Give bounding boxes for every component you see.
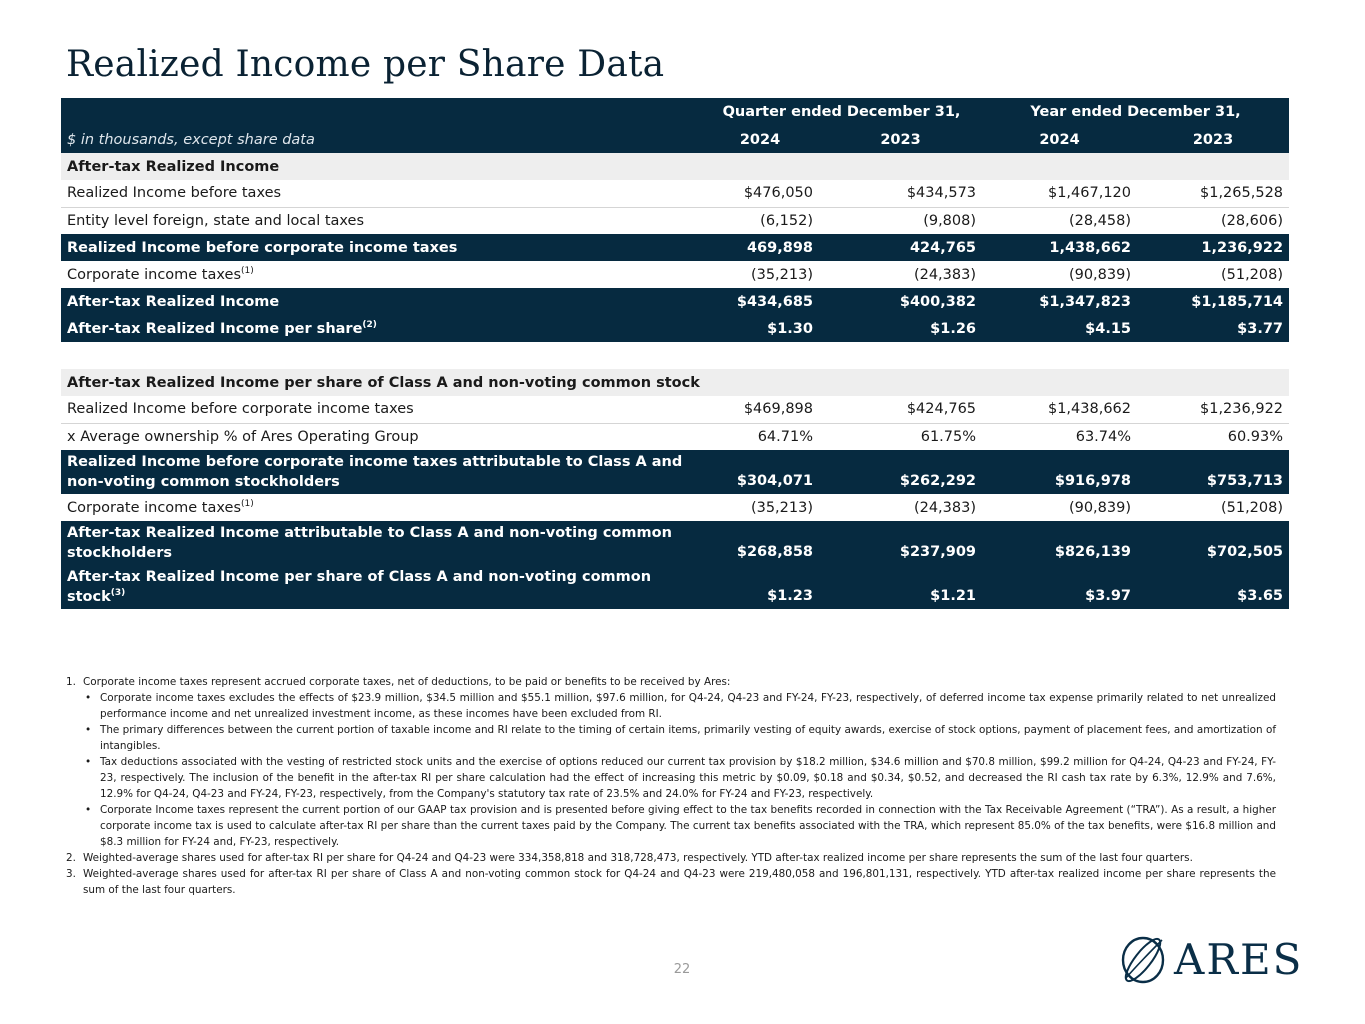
column-header: 2024 <box>982 126 1137 153</box>
footnote-text: Corporate income taxes represent accrued corporate taxes, net of deductions, to be paid or benefits to be received by Ares: <box>83 676 731 688</box>
bullet-marker: • <box>85 804 92 816</box>
table-row-highlight <box>61 565 1289 609</box>
bullet-text: Corporate income taxes excludes the effects of $23.9 million, $34.5 million and $55.1 million, $97.6 million, for Q4-24, Q4-23 and FY-24, FY-23, respectively, of deferred income tax expense primarily related to net unrealized performance income and net unrealized investment income, as these incomes have been excluded from RI. <box>100 692 1276 720</box>
cell-value: $434,573 <box>819 180 982 207</box>
cell-value: $1.23 <box>701 565 819 609</box>
row-label: x Average ownership % of Ares Operating Group <box>61 423 701 450</box>
bullet-text: Tax deductions associated with the vesting of restricted stock units and the exercise of options reduced our current tax provision by $18.2 million, $34.6 million and $70.8 million, $99.2 million for Q4-24, Q4-23 and FY-24, FY-23, respectively. The inclusion of the benefit in the after-tax RI per share calculation had the effect of increasing this metric by $0.09, $0.18 and $0.34, $0.52, and decreased the RI cash tax rate by 6.3%, 12.9% and 7.6%, 12.9% for Q4-24, Q4-23 and FY-24, FY-23, respectively, from the Company's statutory tax rate of 23.5% and 24.0% for FY-24 and FY-23, respectively. <box>100 756 1276 800</box>
row-label: Realized Income before corporate income taxes attributable to Class A and non-voting common stockholders <box>61 450 701 494</box>
ares-logo-mark-icon <box>1118 934 1168 986</box>
table-row-highlight <box>61 315 1289 342</box>
section-header-row <box>61 369 1289 396</box>
table-row <box>61 423 1289 450</box>
cell-value: (51,208) <box>1137 261 1289 288</box>
cell-value: $1.30 <box>701 315 819 342</box>
footnote-text: Weighted-average shares used for after-tax RI per share for Q4-24 and Q4-23 were 334,358,818 and 318,728,473, respectively. YTD after-tax realized income per share represents the sum of the last four quarters. <box>83 852 1193 864</box>
footnote-bullet <box>66 802 1276 850</box>
row-label-cell <box>61 565 701 609</box>
ares-logo <box>1118 934 1303 986</box>
row-label: Corporate income taxes <box>67 266 241 283</box>
column-header: 2024 <box>701 126 819 153</box>
cell-value: $1,467,120 <box>982 180 1137 207</box>
cell-value: $1.21 <box>819 565 982 609</box>
logo-wordmark: ARES <box>1174 935 1304 984</box>
table-row <box>61 494 1289 521</box>
cell-value: $424,765 <box>819 396 982 423</box>
bullet-marker: • <box>85 756 92 768</box>
row-label-cell <box>61 315 701 342</box>
cell-value: $1.26 <box>819 315 982 342</box>
row-label-cell <box>61 494 701 521</box>
section-header-row <box>61 153 1289 180</box>
table-header-row-periods <box>61 98 1289 126</box>
cell-value: (24,383) <box>819 261 982 288</box>
cell-value: (90,839) <box>982 261 1137 288</box>
bullet-text: The primary differences between the current portion of taxable income and RI relate to the timing of certain items, primarily vesting of equity awards, exercise of stock options, payment of placement fees, and amortization of intangibles. <box>100 724 1276 752</box>
cell-value: 61.75% <box>819 423 982 450</box>
row-label-cell <box>61 261 701 288</box>
footnote-ref: (2) <box>362 319 377 330</box>
footnote-2 <box>66 850 1276 866</box>
table-row-highlight <box>61 521 1289 565</box>
cell-value: (51,208) <box>1137 494 1289 521</box>
bullet-marker: • <box>85 724 92 736</box>
row-label: After-tax Realized Income attributable to Class A and non-voting common stockholders <box>61 521 701 565</box>
cell-value: (28,606) <box>1137 207 1289 234</box>
table-row <box>61 396 1289 423</box>
cell-value: $400,382 <box>819 288 982 315</box>
row-label: Realized Income before corporate income taxes <box>61 234 701 261</box>
footnote-marker: 3. <box>66 868 76 880</box>
cell-value: (90,839) <box>982 494 1137 521</box>
row-label: Entity level foreign, state and local taxes <box>61 207 701 234</box>
table-row <box>61 180 1289 207</box>
row-label: After-tax Realized Income <box>61 288 701 315</box>
cell-value: $434,685 <box>701 288 819 315</box>
cell-value: $3.65 <box>1137 565 1289 609</box>
footnote-ref: (1) <box>241 498 254 509</box>
row-label: Realized Income before corporate income taxes <box>61 396 701 423</box>
row-label: After-tax Realized Income per share of Class A and non-voting common stock <box>67 569 652 605</box>
row-label: Corporate income taxes <box>67 499 241 516</box>
cell-value: (35,213) <box>701 494 819 521</box>
table-row <box>61 261 1289 288</box>
cell-value: 469,898 <box>701 234 819 261</box>
cell-value: $469,898 <box>701 396 819 423</box>
cell-value: $3.97 <box>982 565 1137 609</box>
footnote-text: Weighted-average shares used for after-tax RI per share of Class A and non-voting common stock for Q4-24 and Q4-23 were 219,480,058 and 196,801,131, respectively. YTD after-tax realized income per share represents the sum of the last four quarters. <box>83 868 1276 896</box>
cell-value: $1,265,528 <box>1137 180 1289 207</box>
cell-value: (9,808) <box>819 207 982 234</box>
page-number: 22 <box>673 962 691 977</box>
footnote-bullet <box>66 690 1276 722</box>
units-label: $ in thousands, except share data <box>61 126 701 153</box>
cell-value: $702,505 <box>1137 521 1289 565</box>
year-group-header: Year ended December 31, <box>982 98 1289 126</box>
cell-value: $1,236,922 <box>1137 396 1289 423</box>
table-row-highlight <box>61 234 1289 261</box>
cell-value: $1,347,823 <box>982 288 1137 315</box>
cell-value: $476,050 <box>701 180 819 207</box>
bullet-text: Corporate Income taxes represent the current portion of our GAAP tax provision and is presented before giving effect to the tax benefits recorded in connection with the Tax Receivable Agreement (“TRA”). As a result, a higher corporate income tax is used to calculate after-tax RI per share than the current taxes paid by the Company. The current tax benefits associated with the TRA, which represent 85.0% of the tax benefits, were $16.8 million and $8.3 million for FY-24 and, FY-23, respectively. <box>100 804 1276 848</box>
footnote-bullet <box>66 722 1276 754</box>
footnote-marker: 2. <box>66 852 76 864</box>
cell-value: (24,383) <box>819 494 982 521</box>
footnote-bullet <box>66 754 1276 802</box>
column-header: 2023 <box>819 126 982 153</box>
quarter-group-header: Quarter ended December 31, <box>701 98 982 126</box>
section-title: After-tax Realized Income per share of Class A and non-voting common stock <box>61 369 1289 396</box>
cell-value: (28,458) <box>982 207 1137 234</box>
cell-value: 1,236,922 <box>1137 234 1289 261</box>
spacer-row <box>61 342 1289 369</box>
page-title: Realized Income per Share Data <box>66 44 665 85</box>
footnotes <box>66 674 1276 898</box>
footnote-3 <box>66 866 1276 898</box>
column-header: 2023 <box>1137 126 1289 153</box>
cell-value: (6,152) <box>701 207 819 234</box>
cell-value: $3.77 <box>1137 315 1289 342</box>
row-label: Realized Income before taxes <box>61 180 701 207</box>
cell-value: 424,765 <box>819 234 982 261</box>
footnote-1 <box>66 674 1276 690</box>
cell-value: $1,438,662 <box>982 396 1137 423</box>
cell-value: 63.74% <box>982 423 1137 450</box>
cell-value: 1,438,662 <box>982 234 1137 261</box>
table-row <box>61 207 1289 234</box>
cell-value: $262,292 <box>819 450 982 494</box>
table-header-row-years <box>61 126 1289 153</box>
table-row-highlight <box>61 288 1289 315</box>
realized-income-table <box>61 98 1289 609</box>
cell-value: $237,909 <box>819 521 982 565</box>
row-label: After-tax Realized Income per share <box>67 320 363 337</box>
cell-value: $916,978 <box>982 450 1137 494</box>
cell-value: 60.93% <box>1137 423 1289 450</box>
cell-value: $826,139 <box>982 521 1137 565</box>
footnote-ref: (1) <box>241 265 254 276</box>
cell-value: $304,071 <box>701 450 819 494</box>
cell-value: $4.15 <box>982 315 1137 342</box>
cell-value: $753,713 <box>1137 450 1289 494</box>
cell-value: $268,858 <box>701 521 819 565</box>
section-title: After-tax Realized Income <box>61 153 1289 180</box>
footnote-ref: (3) <box>110 588 126 599</box>
bullet-marker: • <box>85 692 92 704</box>
cell-value: $1,185,714 <box>1137 288 1289 315</box>
table-row-highlight <box>61 450 1289 494</box>
cell-value: 64.71% <box>701 423 819 450</box>
cell-value: (35,213) <box>701 261 819 288</box>
footnote-marker: 1. <box>66 676 76 688</box>
